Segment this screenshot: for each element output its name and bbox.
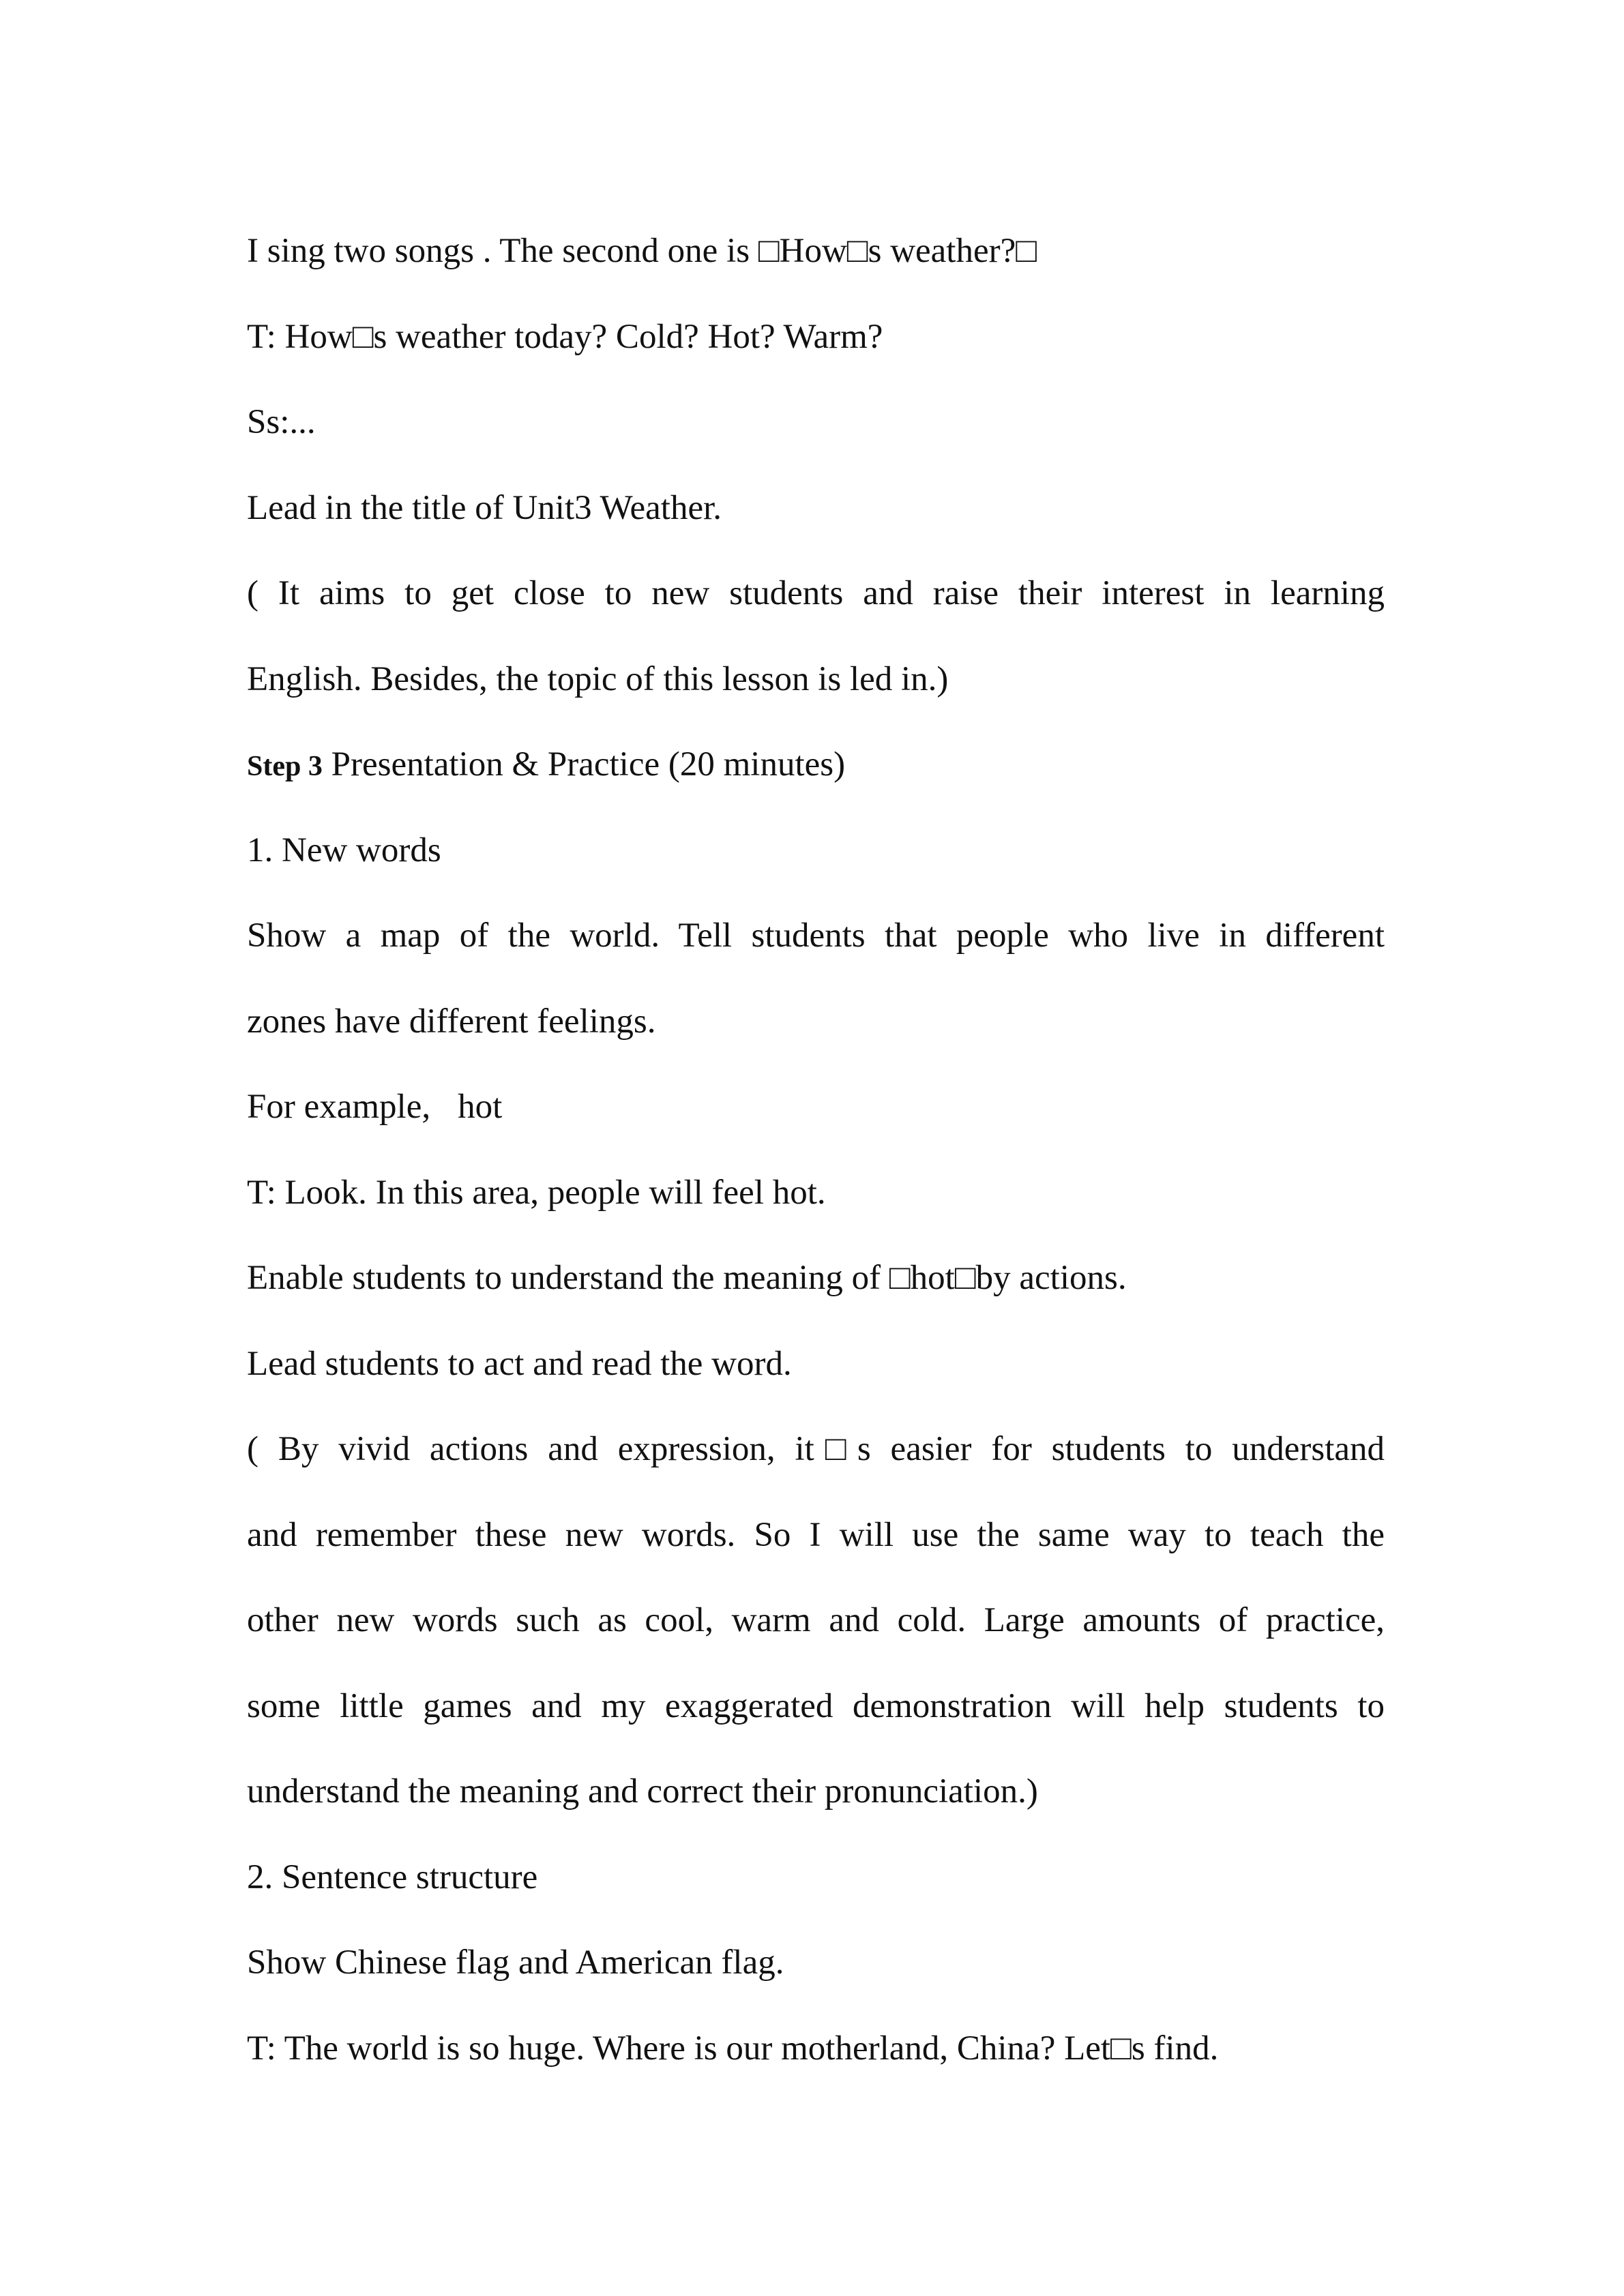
text-line-19: understand the meaning and correct their pronunciation.)	[247, 1772, 1038, 1810]
text-line-3: Ss:...	[247, 403, 316, 441]
example-line	[247, 1064, 1385, 1150]
text-line-12: T: Look. In this area, people will feel hot.	[247, 1173, 826, 1212]
step-heading	[247, 722, 1385, 808]
text-line-22: T: The world is so huge. Where is our motherland, China? Let□s find.	[247, 2029, 1219, 2068]
text-line-14: Lead students to act and read the word.	[247, 1344, 792, 1383]
text-line-9: Show a map of the world. Tell students that people who live in different	[247, 916, 1385, 955]
text-line-18: some little games and my exaggerated demonstration will help students to	[247, 1686, 1385, 1725]
text-line-16: and remember these new words. So I will use the same way to teach the	[247, 1515, 1385, 1554]
text-line-5: ( It aims to get close to new students and raise their interest in learning	[247, 574, 1385, 612]
text-line-10: zones have different feelings.	[247, 1002, 656, 1041]
text-line-4: Lead in the title of Unit3 Weather.	[247, 488, 722, 527]
text-line-17: other new words such as cool, warm and cold. Large amounts of practice,	[247, 1601, 1385, 1639]
text-line-13: Enable students to understand the meaning of □hot□by actions.	[247, 1259, 1127, 1297]
step-label: Step 3	[247, 751, 323, 782]
text-line-20: 2. Sentence structure	[247, 1858, 538, 1896]
example-word: hot	[458, 1088, 503, 1126]
text-line-15: ( By vivid actions and expression, it□s easier for students to understand	[247, 1430, 1385, 1468]
step-title: Presentation & Practice (20 minutes)	[331, 745, 846, 784]
text-line-6: English. Besides, the topic of this lesson is led in.)	[247, 659, 949, 698]
text-line-1: I sing two songs . The second one is □How□s weather?□	[247, 232, 1037, 270]
example-prefix: For example,	[247, 1088, 431, 1126]
document-body	[247, 209, 1385, 2091]
text-line-21: Show Chinese flag and American flag.	[247, 1943, 784, 1982]
text-line-8: 1. New words	[247, 831, 441, 869]
text-line-2: T: How□s weather today? Cold? Hot? Warm?	[247, 317, 883, 356]
